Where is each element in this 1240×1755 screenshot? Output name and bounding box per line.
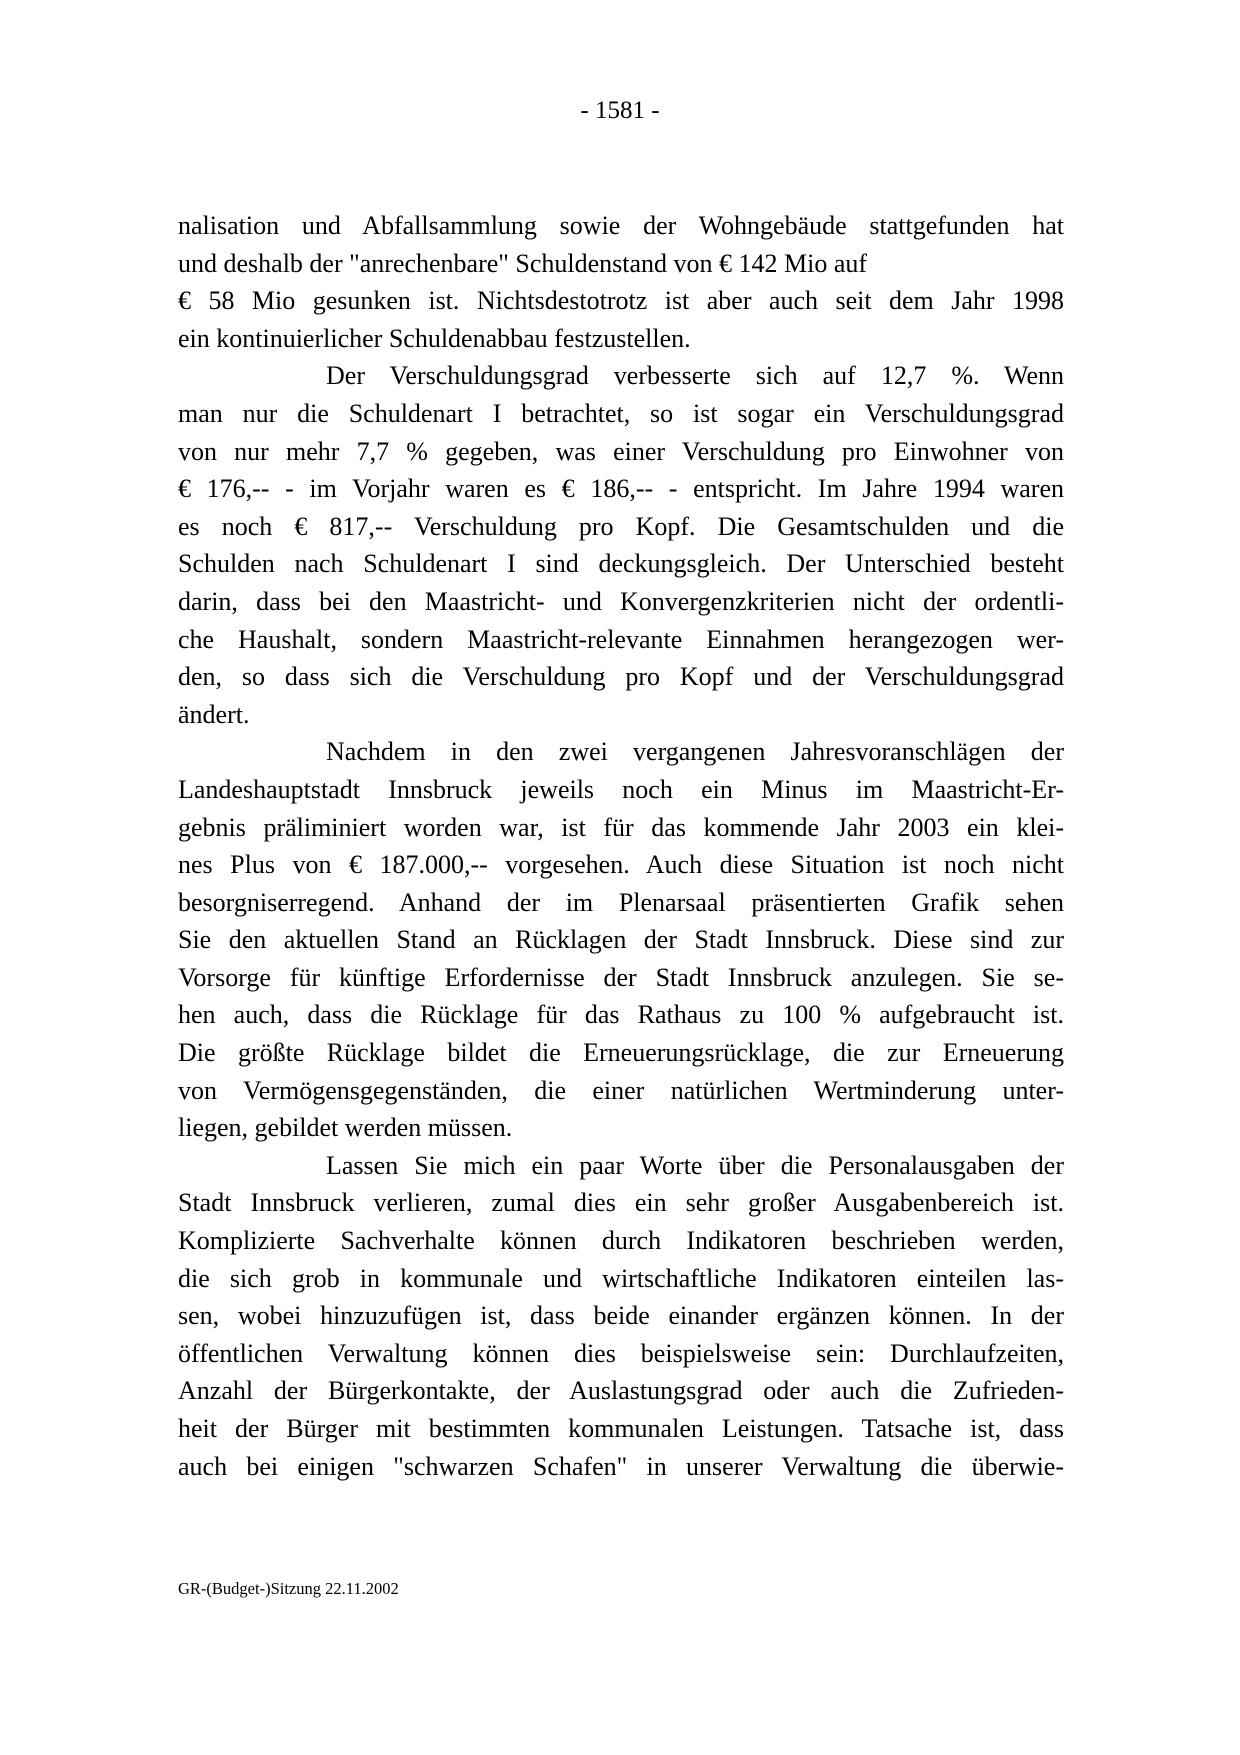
paragraph-first-line: Nachdem in den zwei vergangenen Jahresvoranschlägen der bbox=[326, 737, 1064, 767]
body-text bbox=[178, 207, 1064, 1485]
paragraph-first-line: Lassen Sie mich ein paar Worte über die Personalausgaben der bbox=[326, 1150, 1064, 1180]
text-line: Komplizierte Sachverhalte können durch Indikatoren beschrieben werden, bbox=[178, 1226, 1064, 1256]
text-line: nalisation und Abfallsammlung sowie der Wohngebäude stattgefunden hat bbox=[178, 211, 1064, 240]
paragraph-first-line: Der Verschuldungsgrad verbesserte sich auf 12,7 %. Wenn bbox=[326, 361, 1064, 391]
text-line: öffentlichen Verwaltung können dies beispielsweise sein: Durchlaufzeiten, bbox=[178, 1338, 1064, 1368]
text-line: hen auch, dass die Rücklage für das Rathaus zu 100 % aufgebraucht ist. bbox=[178, 1000, 1064, 1030]
text-line: den, so dass sich die Verschuldung pro Kopf und der Verschuldungsgrad bbox=[178, 662, 1064, 692]
text-line: man nur die Schuldenart I betrachtet, so ist sogar ein Verschuldungsgrad bbox=[178, 398, 1064, 428]
text-line: die sich grob in kommunale und wirtschaftliche Indikatoren einteilen las- bbox=[178, 1263, 1064, 1293]
page-number: - 1581 - bbox=[580, 97, 660, 124]
text-line: nes Plus von € 187.000,-- vorgesehen. Auch diese Situation ist noch nicht bbox=[178, 850, 1064, 880]
text-line: Die größte Rücklage bildet die Erneuerungsrücklage, die zur Erneuerung bbox=[178, 1038, 1064, 1068]
text-line: Landeshauptstadt Innsbruck jeweils noch ein Minus im Maastricht-Er- bbox=[178, 774, 1064, 804]
text-line: auch bei einigen "schwarzen Schafen" in unserer Verwaltung die überwie- bbox=[178, 1451, 1064, 1481]
text-line: besorgniserregend. Anhand der im Plenarsaal präsentierten Grafik sehen bbox=[178, 887, 1064, 917]
text-line: Sie den aktuellen Stand an Rücklagen der Stadt Innsbruck. Diese sind zur bbox=[178, 925, 1064, 955]
text-line: ein kontinuierlicher Schuldenabbau festzustellen. bbox=[178, 323, 691, 353]
text-line: liegen, gebildet werden müssen. bbox=[178, 1113, 513, 1143]
text-line: heit der Bürger mit bestimmten kommunalen Leistungen. Tatsache ist, dass bbox=[178, 1414, 1064, 1443]
text-line: Schulden nach Schuldenart I sind deckungsgleich. Der Unterschied besteht bbox=[178, 549, 1064, 579]
footer-session-date: GR-(Budget-)Sitzung 22.11.2002 bbox=[178, 1579, 399, 1598]
text-line: Anzahl der Bürgerkontakte, der Auslastungsgrad oder auch die Zufrieden- bbox=[178, 1376, 1064, 1406]
text-line: Vorsorge für künftige Erfordernisse der Stadt Innsbruck anzulegen. Sie se- bbox=[178, 962, 1064, 992]
text-line: Stadt Innsbruck verlieren, zumal dies ein sehr großer Ausgabenbereich ist. bbox=[178, 1188, 1064, 1218]
text-line: € 58 Mio gesunken ist. Nichtsdestotrotz ist aber auch seit dem Jahr 1998 bbox=[178, 286, 1064, 316]
text-line: sen, wobei hinzuzufügen ist, dass beide einander ergänzen können. In der bbox=[178, 1301, 1064, 1331]
text-line: und deshalb der "anrechenbare" Schuldenstand von € 142 Mio auf bbox=[178, 248, 868, 278]
text-line: gebnis präliminiert worden war, ist für das kommende Jahr 2003 ein klei- bbox=[178, 812, 1064, 842]
text-line: € 176,-- - im Vorjahr waren es € 186,-- - entspricht. Im Jahre 1994 waren bbox=[178, 474, 1064, 504]
text-line: darin, dass bei den Maastricht- und Konvergenzkriterien nicht der ordentli- bbox=[178, 586, 1064, 616]
text-line: che Haushalt, sondern Maastricht-relevante Einnahmen herangezogen wer- bbox=[178, 624, 1064, 654]
text-line: von nur mehr 7,7 % gegeben, was einer Verschuldung pro Einwohner von bbox=[178, 436, 1064, 466]
text-line: von Vermögensgegenständen, die einer natürlichen Wertminderung unter- bbox=[178, 1075, 1064, 1105]
text-line: es noch € 817,-- Verschuldung pro Kopf. Die Gesamtschulden und die bbox=[178, 511, 1064, 541]
text-line: ändert. bbox=[178, 699, 250, 729]
